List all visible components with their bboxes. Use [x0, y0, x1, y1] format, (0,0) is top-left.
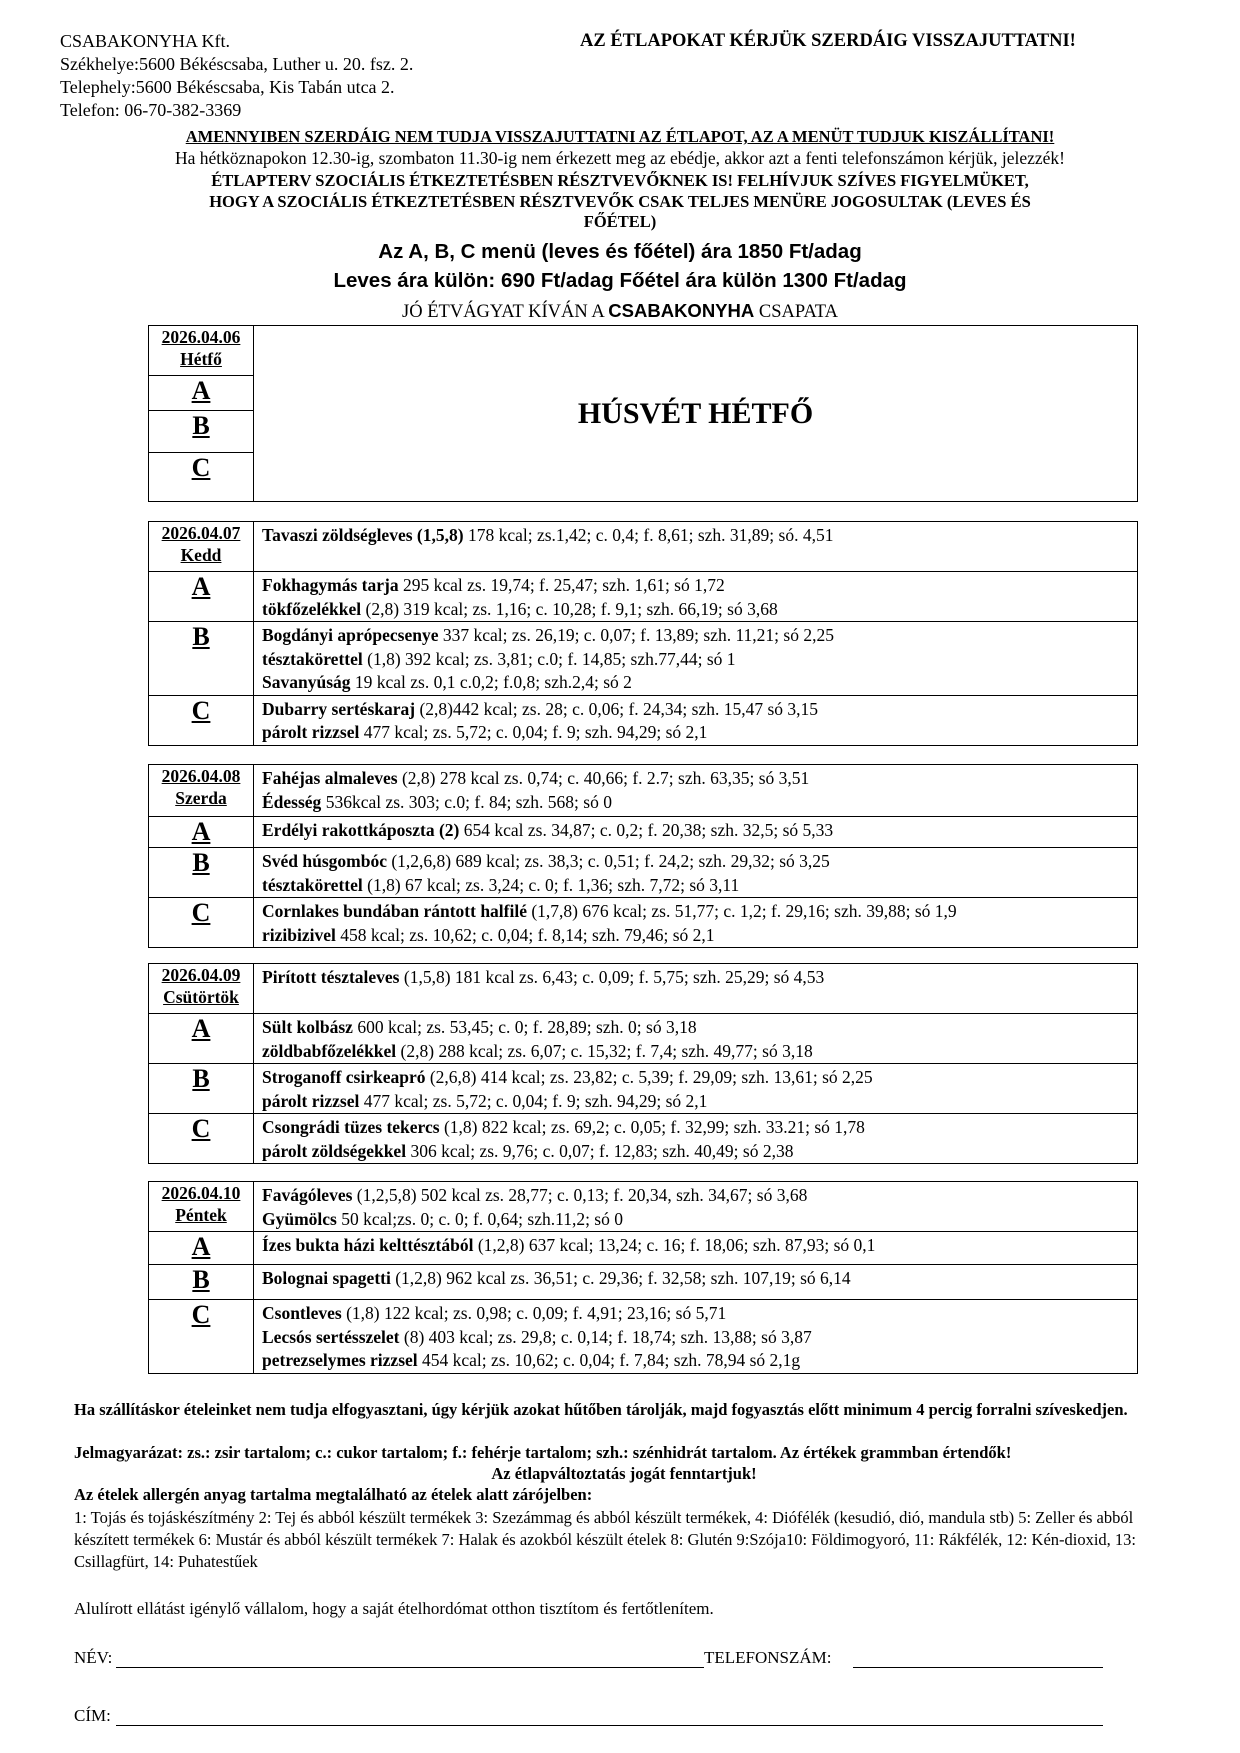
menu-letter-c: C [149, 453, 254, 502]
dish-nutrition: (1,8) 392 kcal; zs. 3,81; c.0; f. 14,85; szh.77,44; só 1 [362, 648, 736, 669]
dish-line [262, 1140, 1129, 1164]
dish-line [262, 1208, 1129, 1232]
soup-cell [254, 964, 1138, 1014]
dish-line [262, 1184, 1129, 1208]
dish-name: Svéd húsgombóc [262, 851, 387, 871]
menu-b-cell [254, 622, 1138, 696]
delivery-info: Ha hétköznapokon 12.30-ig, szombaton 11.30-ig nem érkezett meg az ebédje, akkor azt a fenti telefonszámon kérjük, jelezzék! [174, 148, 1066, 168]
dish-line [262, 671, 1129, 695]
dish-name: Csongrádi tüzes tekercs [262, 1117, 440, 1137]
phone-label: TELEFONSZÁM: [704, 1648, 832, 1667]
dish-name: zöldbabfőzelékkel [262, 1040, 397, 1061]
dish-line [262, 1267, 1129, 1291]
rights-note: Az étlapváltoztatás jogát fenntartjuk! [491, 1464, 757, 1483]
dish-name: párolt rizzsel [262, 722, 360, 742]
menu-letter-b: B [149, 1265, 254, 1300]
dish-line [262, 721, 1129, 745]
dish-nutrition: 295 kcal zs. 19,74; f. 25,47; szh. 1,61; só 1,72 [398, 575, 725, 595]
dish-nutrition: (1,2,8) 637 kcal; 13,24; c. 16; f. 18,06; szh. 87,93; só 0,1 [473, 1235, 876, 1255]
dish-line [262, 1066, 1129, 1090]
dish-name: párolt zöldségekkel [262, 1140, 407, 1161]
dish-name: tökfőzelékkel [262, 598, 362, 619]
day-weekday: Hétfő [180, 349, 222, 369]
day-weekday: Péntek [175, 1205, 227, 1225]
dish-name: Lecsós sertésszelet [262, 1326, 400, 1347]
dish-line [262, 924, 1129, 948]
legend-note: Jelmagyarázat: zs.: zsir tartalom; c.: cukor tartalom; f.: fehérje tartalom; szh.: szénhidrát tartalom. Az értékek grammban értendők! [74, 1443, 1012, 1462]
menu-letter-a: A [149, 817, 254, 848]
menu-b-cell [254, 1064, 1138, 1114]
dish-line [262, 648, 1129, 672]
dish-nutrition: (1,8) 67 kcal; zs. 3,24; c. 0; f. 1,36; szh. 7,72; só 3,11 [362, 874, 740, 895]
dish-line [262, 1302, 1129, 1326]
return-note: AZ ÉTLAPOKAT KÉRJÜK SZERDÁIG VISSZAJUTTATNI! [580, 31, 1076, 51]
day-header [149, 964, 254, 1014]
day-date: 2026.04.07 [161, 523, 241, 543]
menu-letter-c: C [149, 1114, 254, 1164]
dish-name: Csontleves [262, 1303, 342, 1323]
social-line: FŐÉTEL) [583, 212, 657, 231]
menu-c-cell [254, 1300, 1138, 1374]
day-weekday: Csütörtök [163, 987, 239, 1007]
day-table-tuesday [148, 521, 1138, 746]
separate-price: Leves ára külön: 690 Ft/adag Főétel ára külön 1300 Ft/adag [333, 269, 907, 292]
dish-line [262, 1090, 1129, 1114]
dish-name: petrezselymes rizzsel [262, 1350, 418, 1370]
dish-name: Ízes bukta házi kelttésztából [262, 1235, 474, 1255]
menu-a-cell [254, 1014, 1138, 1064]
dish-line [262, 1349, 1129, 1373]
dish-line [262, 524, 1129, 548]
menu-b-cell [254, 1265, 1138, 1300]
dish-name: Pirított tésztaleves [262, 967, 400, 987]
menu-b-cell [254, 848, 1138, 898]
dish-line [262, 698, 1129, 722]
company-name: CSABAKONYHA Kft. [60, 31, 231, 51]
day-table-thursday [148, 963, 1138, 1164]
day-table-friday [148, 1181, 1138, 1374]
dish-line [262, 850, 1129, 874]
menu-letter-a: A [149, 1014, 254, 1064]
dish-nutrition: 600 kcal; zs. 53,45; c. 0; f. 28,89; szh. 0; só 3,18 [352, 1017, 697, 1037]
menu-letter-b: B [149, 622, 254, 696]
dish-nutrition: (2,8) 319 kcal; zs. 1,16; c. 10,28; f. 9,1; szh. 66,19; só 3,68 [361, 598, 778, 619]
dish-nutrition: (1,8) 822 kcal; zs. 69,2; c. 0,05; f. 32,99; szh. 33.21; só 1,78 [439, 1117, 865, 1137]
dish-name: Dubarry sertéskaraj [262, 698, 416, 719]
dish-name: Erdélyi rakottkáposzta (2) [262, 820, 460, 840]
social-line: ÉTLAPTERV SZOCIÁLIS ÉTKEZTETÉSBEN RÉSZTVEVŐKNEK IS! FELHÍVJUK SZÍVES FIGYELMÜKET, [211, 171, 1029, 190]
dish-name: Gyümölcs [262, 1208, 337, 1229]
dish-nutrition: (1,2,8) 962 kcal zs. 36,51; c. 29,36; f. 32,58; szh. 107,19; só 6,14 [390, 1268, 851, 1288]
address-field[interactable] [116, 1725, 1103, 1726]
menu-letter-b: B [149, 848, 254, 898]
dish-line [262, 598, 1129, 622]
menu-price: Az A, B, C menü (leves és főétel) ára 1850 Ft/adag [378, 240, 862, 263]
day-weekday: Kedd [180, 545, 222, 565]
storage-note: Ha szállításkor ételeinket nem tudja elfogyasztani, úgy kérjük azokat hűtőben tárolják, majd fogyasztás előtt minimum 4 percig forralni szíveskedjen. [74, 1400, 1128, 1419]
day-date: 2026.04.10 [161, 1183, 241, 1203]
dish-nutrition: (2,6,8) 414 kcal; zs. 23,82; c. 5,39; f. 29,09; szh. 13,61; só 2,25 [425, 1067, 873, 1087]
day-header [149, 1182, 254, 1232]
dish-line [262, 791, 1129, 815]
dish-nutrition: 477 kcal; zs. 5,72; c. 0,04; f. 9; szh. 94,29; só 2,1 [359, 722, 708, 742]
dish-name: rizibizivel [262, 924, 336, 945]
dish-line [262, 767, 1129, 791]
holiday-label: HÚSVÉT HÉTFŐ [254, 326, 1138, 502]
dish-nutrition: 536kcal zs. 303; c.0; f. 84; szh. 568; só 0 [321, 791, 612, 812]
menu-c-cell [254, 1114, 1138, 1164]
day-header [149, 522, 254, 572]
allergen-list: 1: Tojás és tojáskészítmény 2: Tej és abból készült termékek 3: Szezámmag és abból készült termékek, 4: Diófélék (kesudió, dió, mandula stb) 5: Zeller és abból készített termékek 6: Mustár és abból készült termékek 7: Halak és azokból készült ételek 8: Glutén 9:Szója10: Földimogyoró, 11: Rákfélék, 12: Kén-dioxid, 13: Csillagfürt, 14: Puhatestűek [74, 1508, 1137, 1571]
company-site: Telephely:5600 Békéscsaba, Kis Tabán utca 2. [60, 77, 395, 97]
dish-nutrition: 477 kcal; zs. 5,72; c. 0,04; f. 9; szh. 94,29; só 2,1 [359, 1090, 708, 1111]
day-date: 2026.04.08 [161, 766, 241, 786]
dish-nutrition: 654 kcal zs. 34,87; c. 0,2; f. 20,38; szh. 32,5; só 5,33 [459, 820, 834, 840]
dish-nutrition: 458 kcal; zs. 10,62; c. 0,04; f. 8,14; szh. 79,46; só 2,1 [335, 924, 715, 945]
dish-nutrition: 306 kcal; zs. 9,76; c. 0,07; f. 12,83; szh. 40,49; só 2,38 [406, 1140, 794, 1161]
company-phone: Telefon: 06-70-382-3369 [60, 100, 242, 120]
dish-name: Cornlakes bundában rántott halfilé [262, 901, 527, 921]
declaration: Alulírott ellátást igénylő vállalom, hogy a saját ételhordómat otthon tisztítom és fertőtlenítem. [74, 1599, 714, 1618]
dish-line [262, 900, 1129, 924]
dish-line [262, 1326, 1129, 1350]
dish-line [262, 966, 1129, 990]
menu-letter-b: B [149, 1064, 254, 1114]
menu-c-cell [254, 695, 1138, 745]
phone-field[interactable] [853, 1667, 1103, 1668]
dish-name: Fahéjas almaleves [262, 768, 398, 788]
soup-cell [254, 765, 1138, 817]
menu-a-cell [254, 572, 1138, 622]
name-label: NÉV: [74, 1648, 113, 1667]
company-seat: Székhelye:5600 Békéscsaba, Luther u. 20. fsz. 2. [60, 54, 414, 74]
day-table-wednesday [148, 764, 1138, 948]
day-header [149, 765, 254, 817]
dish-nutrition: 19 kcal zs. 0,1 c.0,2; f.0,8; szh.2,4; só 2 [350, 672, 632, 692]
dish-nutrition: (2,8)442 kcal; zs. 28; c. 0,06; f. 24,34; szh. 15,47 só 3,15 [415, 698, 819, 719]
dish-line [262, 819, 1129, 843]
menu-letter-b: B [149, 411, 254, 453]
dish-nutrition: (1,8) 122 kcal; zs. 0,98; c. 0,09; f. 4,91; 23,16; só 5,71 [341, 1303, 727, 1323]
dish-name: Favágóleves [262, 1185, 353, 1205]
social-line: HOGY A SZOCIÁLIS ÉTKEZTETÉSBEN RÉSZTVEVŐK CSAK TELJES MENÜRE JOGOSULTAK (LEVES ÉS [209, 191, 1031, 211]
company-info [60, 30, 413, 122]
allergen-title: Az ételek allergén anyag tartalma megtalálható az ételek alatt zárójelben: [74, 1485, 593, 1504]
social-notice [40, 171, 1200, 233]
dish-name: tésztakörettel [262, 874, 363, 895]
day-weekday: Szerda [175, 788, 227, 808]
menu-letter-a: A [149, 572, 254, 622]
dish-nutrition: (2,8) 278 kcal zs. 0,74; c. 40,66; f. 2.7; szh. 63,35; só 3,51 [397, 768, 810, 788]
dish-line [262, 1040, 1129, 1064]
day-date: 2026.04.06 [161, 327, 241, 347]
menu-letter-c: C [149, 898, 254, 948]
dish-name: Édesség [262, 791, 322, 812]
dish-nutrition: (1,7,8) 676 kcal; zs. 51,77; c. 1,2; f. 29,16; szh. 39,88; só 1,9 [526, 901, 957, 921]
menu-letter-c: C [149, 695, 254, 745]
menu-letter-c: C [149, 1300, 254, 1374]
dish-nutrition: 454 kcal; zs. 10,62; c. 0,04; f. 7,84; szh. 78,94 só 2,1g [417, 1350, 801, 1370]
menu-letter-a: A [149, 376, 254, 411]
greeting-brand: CSABAKONYHA [608, 300, 755, 321]
dish-nutrition: (1,2,6,8) 689 kcal; zs. 38,3; c. 0,51; f. 24,2; szh. 29,32; só 3,25 [386, 851, 830, 871]
dish-name: Sült kolbász [262, 1017, 353, 1037]
dish-nutrition: 178 kcal; zs.1,42; c. 0,4; f. 8,61; szh. 31,89; só. 4,51 [463, 525, 834, 545]
dish-nutrition: (1,5,8) 181 kcal zs. 6,43; c. 0,09; f. 5,75; szh. 25,29; só 4,53 [399, 967, 825, 987]
dish-name: párolt rizzsel [262, 1090, 360, 1111]
greeting-prefix: JÓ ÉTVÁGYAT KÍVÁN A [402, 302, 609, 322]
dish-name: Bogdányi aprópecsenye [262, 625, 439, 645]
dish-name: Fokhagymás tarja [262, 575, 399, 595]
warning-text: AMENNYIBEN SZERDÁIG NEM TUDJA VISSZAJUTTATNI AZ ÉTLAPOT, AZ A MENÜT TUDJUK KISZÁLLÍTANI! [185, 127, 1055, 146]
dish-nutrition: (2,8) 288 kcal; zs. 6,07; c. 15,32; f. 7,4; szh. 49,77; só 3,18 [396, 1040, 813, 1061]
menu-a-cell [254, 817, 1138, 848]
dish-line [262, 1234, 1129, 1258]
dish-name: Stroganoff csirkeapró [262, 1067, 426, 1087]
dish-nutrition: 337 kcal; zs. 26,19; c. 0,07; f. 13,89; szh. 11,21; só 2,25 [438, 625, 834, 645]
name-field[interactable] [116, 1667, 704, 1668]
menu-a-cell [254, 1232, 1138, 1265]
dish-line [262, 1016, 1129, 1040]
dish-nutrition: (1,2,5,8) 502 kcal zs. 28,77; c. 0,13; f. 20,34, szh. 34,67; só 3,68 [352, 1185, 808, 1205]
dish-name: Savanyúság [262, 672, 351, 692]
dish-name: Bolognai spagetti [262, 1268, 391, 1288]
menu-c-cell [254, 898, 1138, 948]
dish-line [262, 1116, 1129, 1140]
menu-letter-a: A [149, 1232, 254, 1265]
greeting [40, 300, 1200, 323]
soup-cell [254, 1182, 1138, 1232]
day-date: 2026.04.09 [161, 965, 241, 985]
soup-cell [254, 522, 1138, 572]
address-label: CÍM: [74, 1706, 111, 1725]
dish-nutrition: 50 kcal;zs. 0; c. 0; f. 0,64; szh.11,2; só 0 [336, 1208, 623, 1229]
dish-line [262, 874, 1129, 898]
dish-line [262, 624, 1129, 648]
greeting-suffix: CSAPATA [754, 302, 838, 322]
day-header [149, 326, 254, 376]
dish-name: Tavaszi zöldségleves (1,5,8) [262, 525, 464, 545]
dish-name: tésztakörettel [262, 648, 363, 669]
dish-line [262, 574, 1129, 598]
day-table-monday [148, 325, 1138, 502]
dish-nutrition: (8) 403 kcal; zs. 29,8; c. 0,14; f. 18,74; szh. 13,88; só 3,87 [399, 1326, 812, 1347]
